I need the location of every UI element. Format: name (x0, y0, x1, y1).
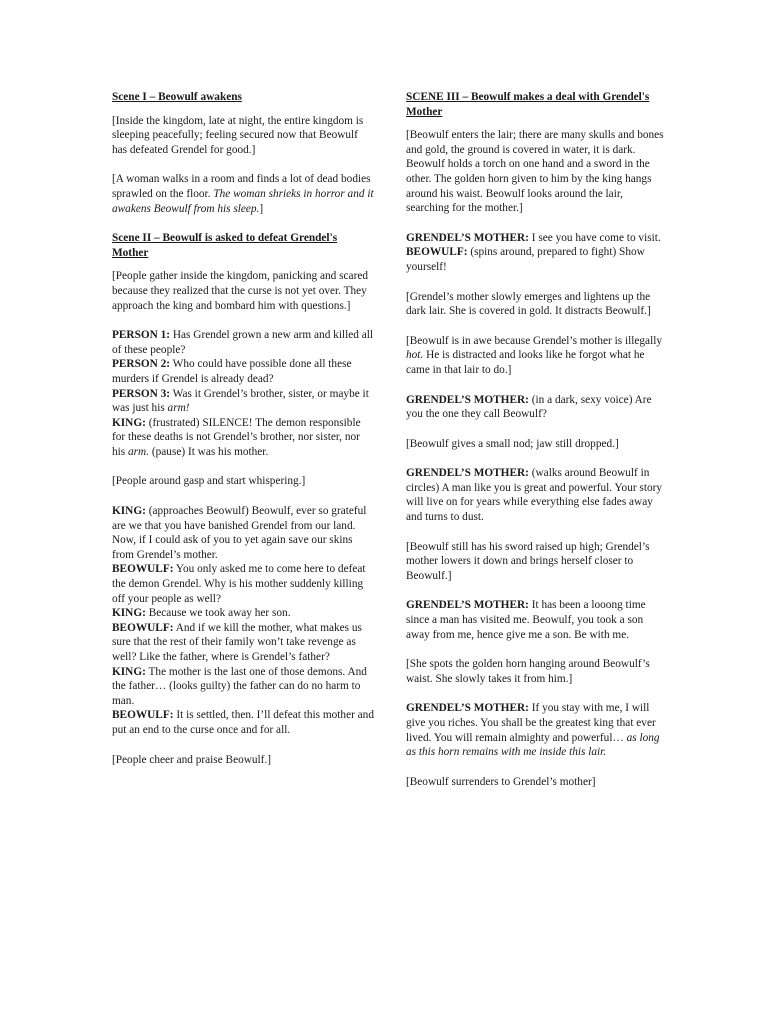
scene-3-stage-direction-4: [Beowulf gives a small nod; jaw still dropped.] (406, 437, 619, 450)
stage-text: ] (259, 202, 264, 215)
speaker-name: BEOWULF: (112, 709, 174, 722)
dialogue-text: (approaches Beowulf) Beowulf, ever so grateful are we that you have banished Grendel from our land. Now, if I could ask of you to yet again save our skins from Grendel’s mother. (112, 505, 367, 561)
speaker-name: PERSON 2: (112, 358, 171, 371)
scene-2-stage-direction-3: [People cheer and praise Beowulf.] (112, 753, 272, 766)
dialogue-line (112, 504, 374, 562)
speaker-name: BEOWULF: (112, 563, 174, 576)
dialogue-line (112, 328, 374, 357)
dialogue-text: Was it Grendel’s brother, sister, or maybe it was just his (112, 387, 369, 415)
scene-3-stage-direction-1: [Beowulf enters the lair; there are many skulls and bones and gold, the ground is covered in water, it is dark. Beowulf holds a torch on one hand and a sword in the other. The golden horn given to him by the king hangs around his waist. Beowulf looks around the lair, searching for the mother.] (406, 129, 664, 215)
speaker-name: KING: (112, 607, 146, 620)
right-column (406, 90, 668, 804)
dialogue-text: (walks around Beowulf in circles) A man like you is great and powerful. Your story will live on for years while everything else fades away and turns to dust. (406, 467, 663, 524)
scene-2-stage-direction-2: [People around gasp and start whispering.] (112, 475, 306, 488)
dialogue-text: I see you have come to visit. (528, 231, 661, 244)
left-column (112, 90, 374, 782)
stage-text: [Beowulf is in awe because Grendel’s mother is illegally (406, 334, 662, 347)
dialogue-text: It is settled, then. I’ll defeat this mother and put an end to the curse once and for all. (112, 709, 374, 736)
dialogue-line (112, 562, 374, 606)
dialogue-text: The mother is the last one of those demons. And the father… (looks guilty) the father can do no harm to man. (112, 665, 367, 707)
speaker-name: PERSON 3: (112, 387, 171, 400)
dialogue-line (112, 606, 374, 621)
dialogue-text-italic: arm! (167, 402, 190, 415)
dialogue-line (406, 701, 668, 759)
dialogue-line (112, 357, 374, 386)
dialogue-line (406, 231, 668, 246)
dialogue-text: Who could have possible done all these murders if Grendel is already dead? (112, 358, 352, 385)
stage-text: [A woman walks in a room and finds a lot of dead bodies sprawled on the floor. (112, 173, 371, 200)
dialogue-line (112, 621, 374, 665)
scene-3-stage-direction-5: [Beowulf still has his sword raised up high; Grendel’s mother lowers it down and brings herself closer to Beowulf.] (406, 540, 650, 582)
dialogue-text: (pause) It was his mother. (149, 445, 269, 458)
scene-2-stage-direction-1: [People gather inside the kingdom, panicking and scared because they realized that the curse is not yet over. They approach the king and bombard him with questions.] (112, 270, 368, 312)
speaker-name: PERSON 1: (112, 329, 171, 342)
scene-1-heading: Scene I – Beowulf awakens (112, 91, 242, 103)
speaker-name: KING: (112, 505, 146, 518)
dialogue-line (112, 416, 374, 460)
dialogue-line (406, 598, 668, 642)
dialogue-text: (frustrated) SILENCE! The demon responsible for these deaths is not Grendel’s brother, nor sister, nor his (112, 416, 361, 458)
speaker-name: KING: (112, 416, 146, 429)
dialogue-block-2 (112, 504, 374, 738)
dialogue-text: And if we kill the mother, what makes us sure that the rest of their family won’t take revenge as well? Like the father, where is Grendel’s father? (112, 621, 362, 663)
dialogue-line (406, 245, 668, 274)
scene-1-stage-direction-2 (112, 172, 374, 216)
scene-3-heading: SCENE III – Beowulf makes a deal with Grendel's Mother (406, 91, 650, 118)
scene-3-stage-direction-2: [Grendel’s mother slowly emerges and lightens up the dark lair. She is covered in gold. It distracts Beowulf.] (406, 290, 651, 318)
dialogue-text-italic: as long as this horn remains with me inside this lair. (406, 731, 660, 759)
speaker-name: BEOWULF: (112, 621, 174, 634)
dialogue-line (112, 387, 374, 416)
speaker-name: GRENDEL’S MOTHER: (406, 702, 529, 715)
speaker-name: GRENDEL’S MOTHER: (406, 467, 529, 480)
dialogue-line (112, 665, 374, 709)
speaker-name: BEOWULF: (406, 246, 468, 259)
dialogue-text: (in a dark, sexy voice) Are you the one they call Beowulf? (406, 393, 652, 421)
dialogue-block-1 (112, 328, 374, 459)
dialogue-line (406, 466, 668, 524)
dialogue-text: If you stay with me, I will give you riches. You shall be the greatest king that ever lived. You will remain almighty and powerful… (406, 702, 656, 744)
stage-text: He is distracted and looks like he forgot what he came in that lair to do.] (406, 349, 645, 376)
speaker-name: GRENDEL’S MOTHER: (406, 393, 529, 406)
stage-text-italic: The woman shrieks in horror and it awakens Beowulf from his sleep. (112, 187, 374, 215)
stage-text-italic: hot. (406, 349, 424, 362)
dialogue-text: Has Grendel grown a new arm and killed all of these people? (112, 329, 374, 356)
scene-3-stage-direction-6: [She spots the golden horn hanging around Beowulf’s waist. She slowly takes it from him.] (406, 658, 650, 685)
speaker-name: KING: (112, 665, 146, 678)
dialogue-text: It has been a looong time since a man has visited me. Beowulf, you took a son away from me, hence give me a son. Be with me. (406, 599, 646, 641)
speaker-name: GRENDEL’S MOTHER: (406, 231, 529, 244)
speaker-name: GRENDEL’S MOTHER: (406, 599, 529, 612)
dialogue-text: (spins around, prepared to fight) Show yourself! (406, 246, 645, 273)
dialogue-block-3 (406, 231, 668, 275)
dialogue-text: Because we took away her son. (145, 607, 291, 620)
dialogue-line (406, 393, 668, 422)
scene-3-stage-direction-3 (406, 334, 668, 378)
dialogue-text-italic: arm. (128, 445, 150, 458)
scene-2-heading: Scene II – Beowulf is asked to defeat Grendel's Mother (112, 232, 338, 259)
scene-3-stage-direction-7: [Beowulf surrenders to Grendel’s mother] (406, 775, 596, 788)
dialogue-line (112, 708, 374, 737)
scene-1-stage-direction-1: [Inside the kingdom, late at night, the entire kingdom is sleeping peacefully; feeling secured now that Beowulf has defeated Grendel for good.] (112, 114, 364, 156)
dialogue-text: You only asked me to come here to defeat the demon Grendel. Why is his mother suddenly killing off your people as well? (112, 563, 366, 605)
